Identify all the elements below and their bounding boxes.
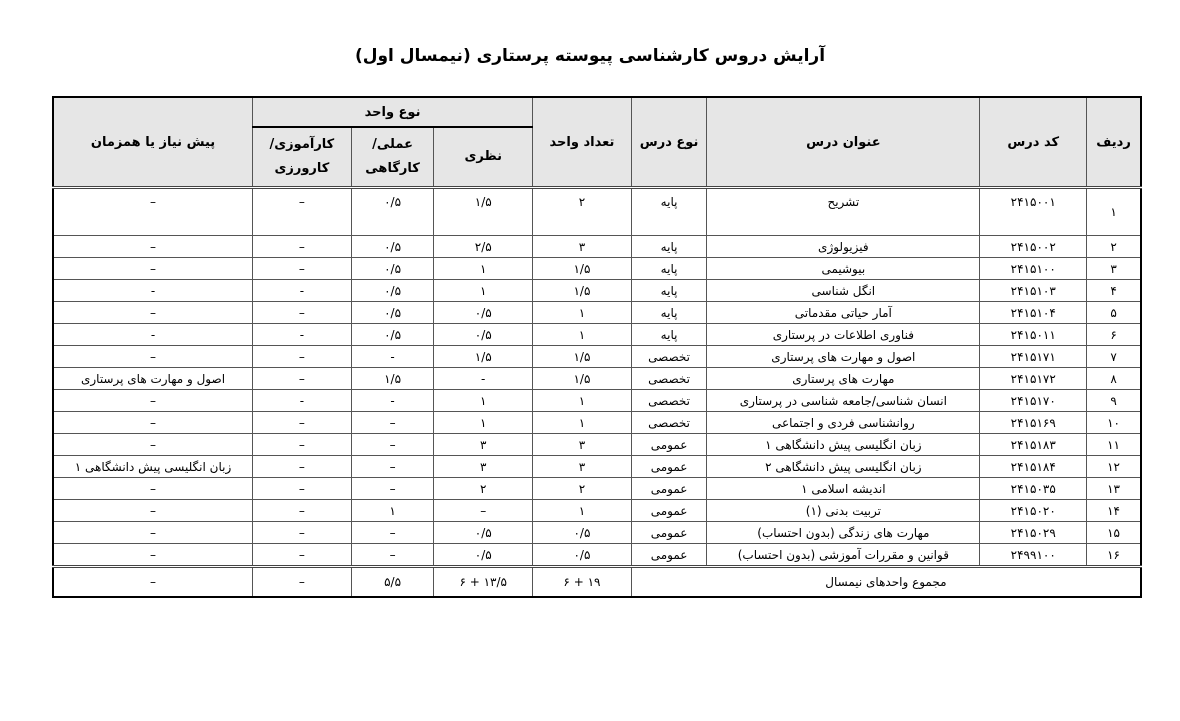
- course-type-cell: تخصصی: [631, 412, 707, 434]
- header-theory: نظری: [434, 127, 533, 188]
- prerequisite-cell: زبان انگلیسی پیش دانشگاهی ۱: [53, 456, 253, 478]
- course-title-cell: فناوری اطلاعات در پرستاری: [707, 324, 980, 346]
- course-type-cell: تخصصی: [631, 368, 707, 390]
- prerequisite-cell: –: [53, 188, 253, 236]
- table-row: [53, 280, 1141, 302]
- course-type-cell: پایه: [631, 324, 707, 346]
- row-no-cell: ۲: [1087, 236, 1141, 258]
- units-count-cell: ۳: [533, 456, 632, 478]
- theory-cell: –: [434, 500, 533, 522]
- internship-cell: –: [253, 258, 352, 280]
- internship-cell: –: [253, 236, 352, 258]
- units-count-cell: ۱: [533, 412, 632, 434]
- total-prerequisite: –: [53, 567, 253, 598]
- prerequisite-cell: –: [53, 390, 253, 412]
- row-no-cell: ۱: [1087, 188, 1141, 236]
- prerequisite-cell: –: [53, 236, 253, 258]
- row-no-cell: ۶: [1087, 324, 1141, 346]
- course-type-cell: تخصصی: [631, 346, 707, 368]
- internship-cell: –: [253, 188, 352, 236]
- row-no-cell: ۹: [1087, 390, 1141, 412]
- course-type-cell: تخصصی: [631, 390, 707, 412]
- course-title-cell: زبان انگلیسی پیش دانشگاهی ۱: [707, 434, 980, 456]
- course-type-cell: عمومی: [631, 434, 707, 456]
- course-code-cell: ۲۴۱۵۰۳۵: [980, 478, 1087, 500]
- course-code-cell: ۲۴۱۵۱۰۴: [980, 302, 1087, 324]
- table-row: [53, 412, 1141, 434]
- course-title-cell: انسان شناسی/جامعه شناسی در پرستاری: [707, 390, 980, 412]
- header-practical: عملی/ کارگاهی: [351, 127, 434, 188]
- internship-cell: –: [253, 346, 352, 368]
- row-no-cell: ۱۵: [1087, 522, 1141, 544]
- course-title-cell: مهارت های پرستاری: [707, 368, 980, 390]
- table-body: [53, 188, 1141, 567]
- table-row: [53, 346, 1141, 368]
- page-title: آرایش دروس کارشناسی پیوسته پرستاری (نیمسال اول): [354, 46, 826, 66]
- course-title-cell: بیوشیمی: [707, 258, 980, 280]
- course-code-cell: ۲۴۱۵۰۲۹: [980, 522, 1087, 544]
- units-count-cell: ۱/۵: [533, 258, 632, 280]
- prerequisite-cell: –: [53, 434, 253, 456]
- row-no-cell: ۸: [1087, 368, 1141, 390]
- header-course-type: نوع درس: [631, 97, 707, 188]
- row-no-cell: ۳: [1087, 258, 1141, 280]
- theory-cell: ۱/۵: [434, 346, 533, 368]
- practical-cell: ۱/۵: [351, 368, 434, 390]
- row-no-cell: ۱۱: [1087, 434, 1141, 456]
- practical-cell: –: [351, 478, 434, 500]
- practical-cell: ۰/۵: [351, 280, 434, 302]
- header-prerequisite: پیش نیاز یا همزمان: [53, 97, 253, 188]
- practical-cell: ۰/۵: [351, 236, 434, 258]
- theory-cell: ۰/۵: [434, 324, 533, 346]
- header-units-count: تعداد واحد: [533, 97, 632, 188]
- practical-cell: ۱: [351, 500, 434, 522]
- theory-cell: ۱: [434, 390, 533, 412]
- units-count-cell: ۰/۵: [533, 522, 632, 544]
- header-course-code: کد درس: [980, 97, 1087, 188]
- theory-cell: ۱: [434, 258, 533, 280]
- total-units: ۱۹ + ۶: [533, 567, 632, 598]
- practical-cell: –: [351, 456, 434, 478]
- course-title-cell: فیزیولوژی: [707, 236, 980, 258]
- table-row: [53, 456, 1141, 478]
- course-code-cell: ۲۴۱۵۱۰۰: [980, 258, 1087, 280]
- theory-cell: -: [434, 368, 533, 390]
- row-no-cell: ۱۴: [1087, 500, 1141, 522]
- prerequisite-cell: –: [53, 522, 253, 544]
- table-row: [53, 434, 1141, 456]
- course-code-cell: ۲۴۱۵۱۷۱: [980, 346, 1087, 368]
- course-title-cell: روانشناسی فردی و اجتماعی: [707, 412, 980, 434]
- course-title-cell: تشریح: [707, 188, 980, 236]
- row-no-cell: ۵: [1087, 302, 1141, 324]
- row-no-cell: ۱۰: [1087, 412, 1141, 434]
- course-title-cell: آمار حیاتی مقدماتی: [707, 302, 980, 324]
- theory-cell: ۳: [434, 456, 533, 478]
- course-code-cell: ۲۴۹۹۱۰۰: [980, 544, 1087, 567]
- internship-cell: –: [253, 500, 352, 522]
- row-no-cell: ۷: [1087, 346, 1141, 368]
- table-row: [53, 390, 1141, 412]
- course-title-cell: انگل شناسی: [707, 280, 980, 302]
- prerequisite-cell: –: [53, 346, 253, 368]
- course-code-cell: ۲۴۱۵۱۷۲: [980, 368, 1087, 390]
- internship-cell: –: [253, 478, 352, 500]
- table-row: [53, 236, 1141, 258]
- prerequisite-cell: –: [53, 412, 253, 434]
- theory-cell: ۰/۵: [434, 522, 533, 544]
- prerequisite-cell: -: [53, 324, 253, 346]
- theory-cell: ۱: [434, 412, 533, 434]
- internship-cell: –: [253, 544, 352, 567]
- table-row: [53, 368, 1141, 390]
- table-row: [53, 478, 1141, 500]
- practical-cell: –: [351, 434, 434, 456]
- course-title-cell: زبان انگلیسی پیش دانشگاهی ۲: [707, 456, 980, 478]
- units-count-cell: ۰/۵: [533, 544, 632, 567]
- table-row: [53, 302, 1141, 324]
- table-footer: [53, 567, 1141, 598]
- row-no-cell: ۱۶: [1087, 544, 1141, 567]
- internship-cell: -: [253, 390, 352, 412]
- practical-cell: -: [351, 346, 434, 368]
- course-code-cell: ۲۴۱۵۰۰۲: [980, 236, 1087, 258]
- course-table: [52, 96, 1142, 598]
- course-type-cell: عمومی: [631, 456, 707, 478]
- table-row: [53, 324, 1141, 346]
- row-no-cell: ۴: [1087, 280, 1141, 302]
- units-count-cell: ۱: [533, 500, 632, 522]
- prerequisite-cell: –: [53, 258, 253, 280]
- theory-cell: ۱: [434, 280, 533, 302]
- theory-cell: ۰/۵: [434, 302, 533, 324]
- course-title-cell: اصول و مهارت های پرستاری: [707, 346, 980, 368]
- practical-cell: ۰/۵: [351, 188, 434, 236]
- internship-cell: -: [253, 280, 352, 302]
- course-title-cell: تربیت بدنی (۱): [707, 500, 980, 522]
- theory-cell: ۰/۵: [434, 544, 533, 567]
- internship-cell: –: [253, 434, 352, 456]
- prerequisite-cell: –: [53, 500, 253, 522]
- course-code-cell: ۲۴۱۵۱۶۹: [980, 412, 1087, 434]
- units-count-cell: ۱/۵: [533, 368, 632, 390]
- prerequisite-cell: –: [53, 544, 253, 567]
- course-code-cell: ۲۴۱۵۱۷۰: [980, 390, 1087, 412]
- row-no-cell: ۱۲: [1087, 456, 1141, 478]
- course-type-cell: عمومی: [631, 478, 707, 500]
- prerequisite-cell: -: [53, 280, 253, 302]
- prerequisite-cell: –: [53, 302, 253, 324]
- units-count-cell: ۳: [533, 236, 632, 258]
- table-row: [53, 188, 1141, 236]
- course-code-cell: ۲۴۱۵۰۱۱: [980, 324, 1087, 346]
- units-count-cell: ۲: [533, 188, 632, 236]
- course-code-cell: ۲۴۱۵۰۰۱: [980, 188, 1087, 236]
- total-label: مجموع واحدهای نیمسال: [631, 567, 1141, 598]
- practical-cell: –: [351, 522, 434, 544]
- theory-cell: ۳: [434, 434, 533, 456]
- practical-cell: –: [351, 412, 434, 434]
- units-count-cell: ۱: [533, 324, 632, 346]
- internship-cell: –: [253, 302, 352, 324]
- internship-cell: -: [253, 324, 352, 346]
- course-title-cell: قوانین و مقررات آموزشی (بدون احتساب): [707, 544, 980, 567]
- total-internship: –: [253, 567, 352, 598]
- total-row: [53, 567, 1141, 598]
- practical-cell: ۰/۵: [351, 324, 434, 346]
- course-type-cell: پایه: [631, 258, 707, 280]
- total-theory: ۱۳/۵ + ۶: [434, 567, 533, 598]
- course-code-cell: ۲۴۱۵۱۰۳: [980, 280, 1087, 302]
- units-count-cell: ۱/۵: [533, 280, 632, 302]
- units-count-cell: ۲: [533, 478, 632, 500]
- practical-cell: -: [351, 390, 434, 412]
- practical-cell: ۰/۵: [351, 302, 434, 324]
- internship-cell: –: [253, 412, 352, 434]
- practical-cell: –: [351, 544, 434, 567]
- units-count-cell: ۱: [533, 302, 632, 324]
- theory-cell: ۱/۵: [434, 188, 533, 236]
- prerequisite-cell: اصول و مهارت های پرستاری: [53, 368, 253, 390]
- course-type-cell: عمومی: [631, 522, 707, 544]
- internship-cell: –: [253, 456, 352, 478]
- header-course-title: عنوان درس: [707, 97, 980, 188]
- internship-cell: –: [253, 368, 352, 390]
- course-type-cell: عمومی: [631, 544, 707, 567]
- theory-cell: ۲/۵: [434, 236, 533, 258]
- course-title-cell: مهارت های زندگی (بدون احتساب): [707, 522, 980, 544]
- practical-cell: ۰/۵: [351, 258, 434, 280]
- course-title-cell: اندیشه اسلامی ۱: [707, 478, 980, 500]
- course-type-cell: پایه: [631, 188, 707, 236]
- course-code-cell: ۲۴۱۵۰۲۰: [980, 500, 1087, 522]
- table-row: [53, 522, 1141, 544]
- course-type-cell: عمومی: [631, 500, 707, 522]
- table-header: [53, 97, 1141, 188]
- header-unit-type: نوع واحد: [253, 97, 533, 127]
- course-type-cell: پایه: [631, 236, 707, 258]
- units-count-cell: ۱: [533, 390, 632, 412]
- units-count-cell: ۱/۵: [533, 346, 632, 368]
- table-row: [53, 544, 1141, 567]
- row-no-cell: ۱۳: [1087, 478, 1141, 500]
- total-practical: ۵/۵: [351, 567, 434, 598]
- prerequisite-cell: –: [53, 478, 253, 500]
- course-code-cell: ۲۴۱۵۱۸۳: [980, 434, 1087, 456]
- course-code-cell: ۲۴۱۵۱۸۴: [980, 456, 1087, 478]
- theory-cell: ۲: [434, 478, 533, 500]
- header-internship: کارآموزی/ کارورزی: [253, 127, 352, 188]
- table-row: [53, 500, 1141, 522]
- header-row-no: ردیف: [1087, 97, 1141, 188]
- table-row: [53, 258, 1141, 280]
- internship-cell: –: [253, 522, 352, 544]
- course-type-cell: پایه: [631, 302, 707, 324]
- units-count-cell: ۳: [533, 434, 632, 456]
- course-type-cell: پایه: [631, 280, 707, 302]
